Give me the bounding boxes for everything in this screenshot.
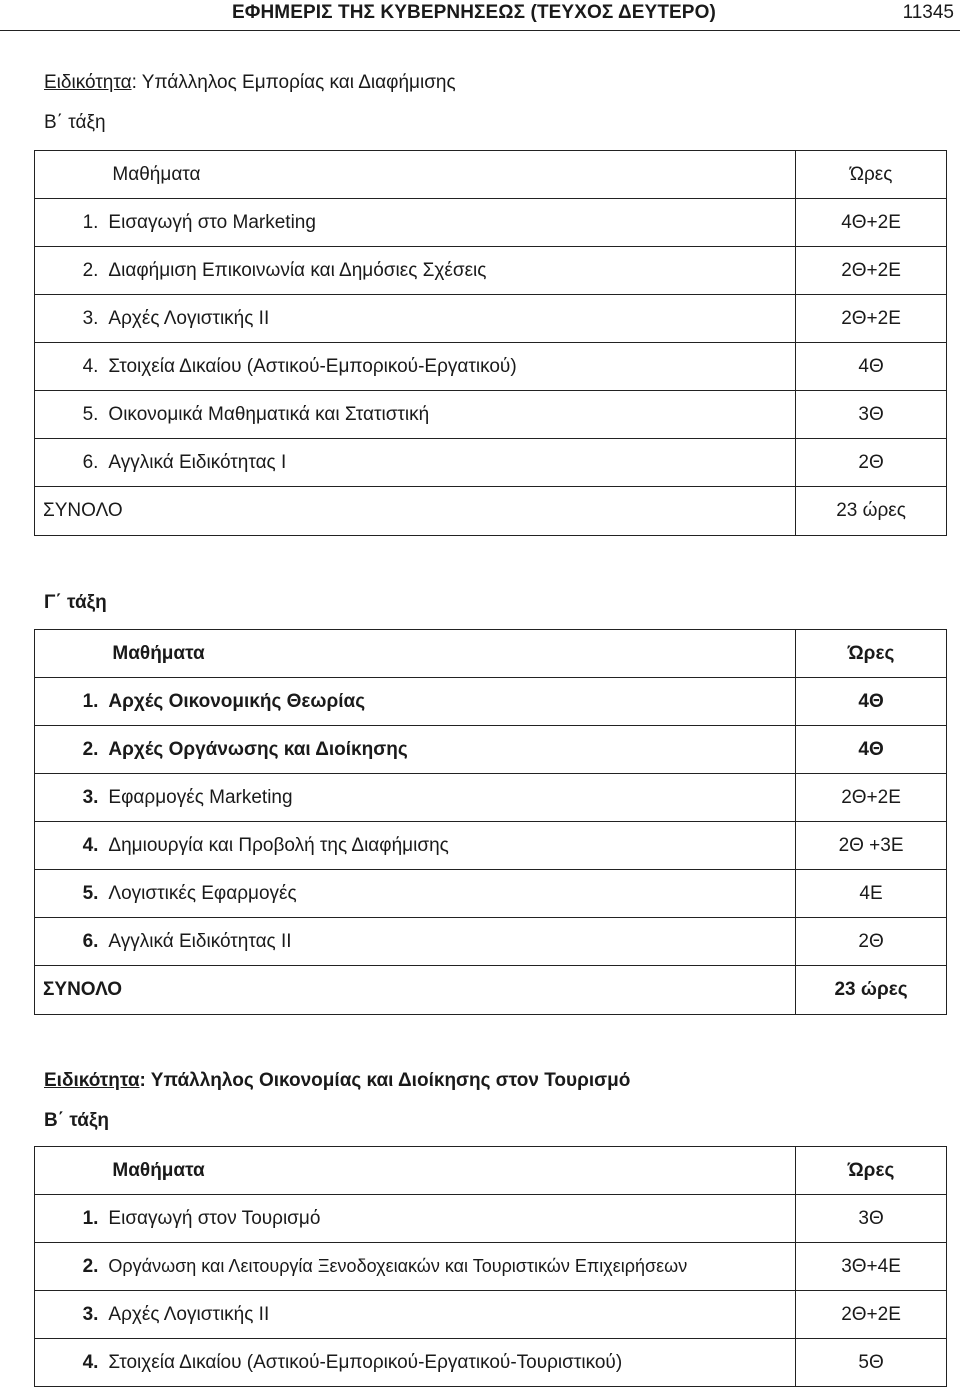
row-number: 2. [35, 1243, 103, 1291]
course-hours: 2Θ+2Ε [796, 247, 947, 295]
class-heading: Β΄ τάξη [44, 112, 106, 133]
course-name: Αρχές Οργάνωσης και Διοίκησης [102, 726, 795, 774]
course-hours: 3Θ [796, 1195, 947, 1243]
course-name: Αρχές Λογιστικής ΙΙ [102, 295, 795, 343]
row-number: 1. [35, 678, 103, 726]
course-name: Διαφήμιση Επικοινωνία και Δημόσιες Σχέσεις [102, 247, 795, 295]
column-header-hours: Ώρες [796, 1147, 947, 1195]
course-name: Εισαγωγή στο Marketing [102, 199, 795, 247]
table-row [35, 199, 947, 247]
table-row [35, 870, 947, 918]
page-number: 11345 [902, 2, 954, 23]
table-row [35, 1243, 947, 1291]
gazette-title: ΕΦΗΜΕΡΙΣ ΤΗΣ ΚΥΒΕΡΝΗΣΕΩΣ (ΤΕΥΧΟΣ ΔΕΥΤΕΡΟ) [232, 2, 716, 23]
course-hours: 4Θ [796, 726, 947, 774]
specialty-name: : Υπάλληλος Οικονομίας και Διοίκησης στον Τουρισμό [139, 1070, 631, 1091]
course-name: Στοιχεία Δικαίου (Αστικού-Εμπορικού-Εργατικού) [102, 343, 795, 391]
row-number: 5. [35, 870, 103, 918]
course-name: Εφαρμογές Marketing [102, 774, 795, 822]
course-hours: 3Θ+4Ε [796, 1243, 947, 1291]
course-hours: 3Θ [796, 391, 947, 439]
row-number: 1. [35, 1195, 103, 1243]
table-row [35, 678, 947, 726]
row-number: 4. [35, 822, 103, 870]
course-table [34, 1146, 947, 1387]
course-hours: 4Θ [796, 678, 947, 726]
course-name: Αρχές Οικονομικής Θεωρίας [102, 678, 795, 726]
course-hours: 2Θ +3Ε [796, 822, 947, 870]
row-number: 5. [35, 391, 103, 439]
table-row [35, 774, 947, 822]
table-header-row [35, 151, 947, 199]
table-row [35, 247, 947, 295]
course-name: Αρχές Λογιστικής ΙΙ [102, 1291, 795, 1339]
course-name: Αγγλικά Ειδικότητας ΙΙ [102, 918, 795, 966]
row-number: 6. [35, 439, 103, 487]
column-header-subjects: Μαθήματα [102, 630, 795, 678]
class-heading: Β΄ τάξη [44, 1110, 110, 1131]
row-number: 3. [35, 295, 103, 343]
course-hours: 4Θ [796, 343, 947, 391]
table-row [35, 726, 947, 774]
class-heading: Γ΄ τάξη [44, 592, 107, 613]
course-hours: 2Θ+2Ε [796, 774, 947, 822]
course-hours: 4Θ+2Ε [796, 199, 947, 247]
specialty-name: : Υπάλληλος Εμπορίας και Διαφήμισης [131, 72, 456, 93]
course-name: Εισαγωγή στον Τουρισμό [102, 1195, 795, 1243]
table-header-row [35, 630, 947, 678]
total-label: ΣΥΝΟΛΟ [35, 487, 796, 536]
column-header-subjects: Μαθήματα [102, 1147, 795, 1195]
course-hours: 2Θ+2Ε [796, 295, 947, 343]
row-number: 3. [35, 774, 103, 822]
column-header-hours: Ώρες [796, 151, 947, 199]
total-row [35, 487, 947, 536]
course-name: Στοιχεία Δικαίου (Αστικού-Εμπορικού-Εργατικού-Τουριστικού) [102, 1339, 795, 1387]
row-number: 1. [35, 199, 103, 247]
total-hours: 23 ώρες [796, 966, 947, 1015]
specialty-label: Ειδικότητα [44, 1070, 140, 1091]
course-table [34, 629, 947, 1015]
course-name: Αγγλικά Ειδικότητας Ι [102, 439, 795, 487]
row-number: 6. [35, 918, 103, 966]
page-header [0, 0, 960, 31]
row-number: 3. [35, 1291, 103, 1339]
column-header-subjects: Μαθήματα [102, 151, 795, 199]
total-label: ΣΥΝΟΛΟ [35, 966, 796, 1015]
table-row [35, 1339, 947, 1387]
course-hours: 5Θ [796, 1339, 947, 1387]
course-name: Δημιουργία και Προβολή της Διαφήμισης [102, 822, 795, 870]
table-row [35, 1195, 947, 1243]
table-row [35, 343, 947, 391]
course-name: Οργάνωση και Λειτουργία Ξενοδοχειακών και Τουριστικών Επιχειρήσεων [102, 1243, 795, 1291]
specialty-label: Ειδικότητα [44, 72, 132, 93]
specialty-heading [44, 1070, 630, 1092]
row-number: 4. [35, 1339, 103, 1387]
row-number: 2. [35, 726, 103, 774]
column-header-hours: Ώρες [796, 630, 947, 678]
course-hours: 2Θ [796, 918, 947, 966]
row-number: 4. [35, 343, 103, 391]
table-row [35, 439, 947, 487]
table-row [35, 295, 947, 343]
table-header-row [35, 1147, 947, 1195]
total-hours: 23 ώρες [796, 487, 947, 536]
course-table [34, 150, 947, 536]
course-hours: 2Θ+2Ε [796, 1291, 947, 1339]
row-number: 2. [35, 247, 103, 295]
table-row [35, 822, 947, 870]
course-hours: 4Ε [796, 870, 947, 918]
course-name: Οικονομικά Μαθηματικά και Στατιστική [102, 391, 795, 439]
table-row [35, 1291, 947, 1339]
table-row [35, 918, 947, 966]
total-row [35, 966, 947, 1015]
course-name: Λογιστικές Εφαρμογές [102, 870, 795, 918]
course-hours: 2Θ [796, 439, 947, 487]
table-row [35, 391, 947, 439]
specialty-heading [44, 72, 456, 94]
